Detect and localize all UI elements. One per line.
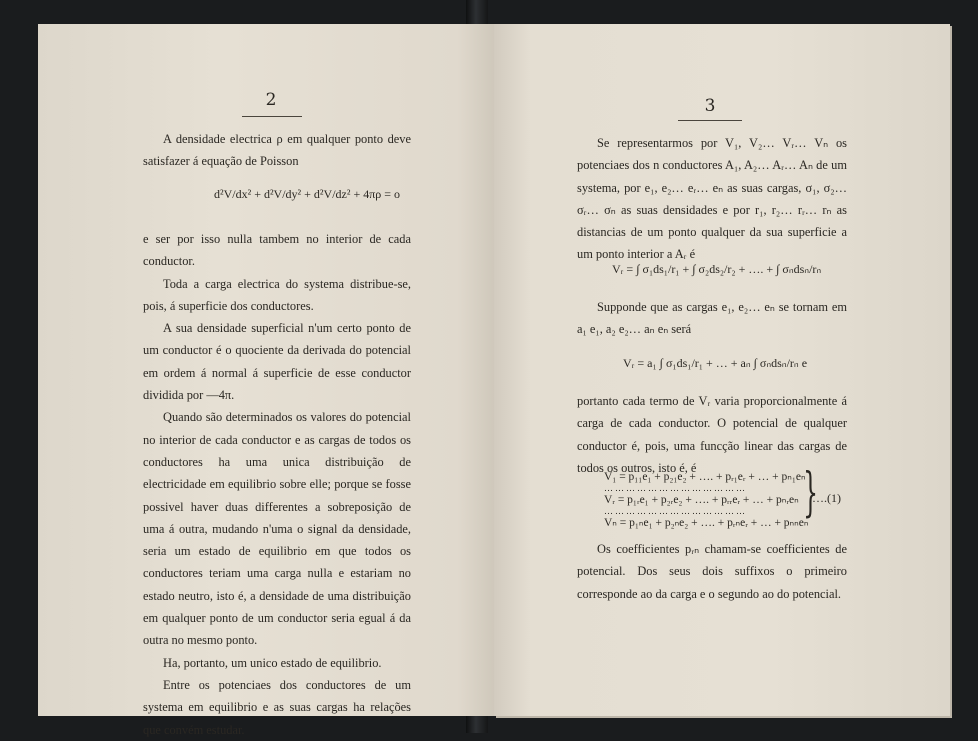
paragraph-text: Ha, portanto, um unico estado de equilibrio. [163, 655, 382, 670]
system-row: V₁ = p₁₁e₁ + p₂₁e₂ + …. + pᵣ₁eᵣ + … + pₙ₁eₙ [604, 471, 806, 483]
paragraph [143, 228, 411, 741]
system-row: Vᵣ = p₁ᵣe₁ + p₂ᵣe₂ + …. + pᵣᵣeᵣ + … + pₙᵣeₙ [604, 494, 799, 506]
header-rule [678, 120, 742, 121]
paragraph-text: Os coefficientes pᵣₙ chamam-se coefficientes de potencial. Dos seus dois suffixos o primeiro corresponde ao da carga e o segundo ao do potencial. [577, 542, 847, 601]
right-brace: } [803, 463, 818, 523]
system-dots: ………………………………… [604, 506, 747, 516]
paragraph-text: Se representarmos por V₁, V₂… Vᵣ… Vₙ os potenciaes dos n conductores A₁, A₂… Aᵣ… Aₙ de um systema, por e₁, e₂… eᵣ… eₙ as suas cargas, σ₁, σ₂… σᵣ… σₙ as suas densidades e por r₁, r₂… rᵣ… rₙ as distancias de um ponto qualquer da sua superficie a um ponto interior a Aᵣ é [577, 136, 847, 262]
paragraph [577, 296, 847, 341]
paragraph-text: Supponde que as cargas e₁, e₂… eₙ se tornam em a₁ e₁, a₂ e₂… aₙ eₙ será [577, 300, 847, 337]
paragraph [143, 128, 411, 173]
paragraph-text: Toda a carga electrica do systema distribue-se, pois, á superficie dos conductores. [143, 276, 411, 313]
equation-number: ….(1) [812, 491, 841, 505]
poisson-equation: d²V/dx² + d²V/dy² + d²V/dz² + 4πρ = o [214, 187, 401, 201]
header-rule [242, 116, 302, 117]
scaled-potential-equation: Vᵣ = a₁ ∫ σ₁ds₁/r₁ + … + aₙ ∫ σₙdsₙ/rₙ e [622, 356, 808, 370]
system-dots: ………………………………… [604, 483, 747, 493]
paragraph-text: A densidade electrica ρ em qualquer ponto deve satisfazer á equação de Poisson [143, 132, 411, 169]
paragraph-text: A sua densidade superficial n'um certo ponto de um conductor é o quociente da derivada do potencial em ordem á normal á superficie de esse conductor dividida por —4π. [143, 321, 411, 403]
right-page [494, 24, 950, 716]
system-row: Vₙ = p₁ₙe₁ + p₂ₙe₂ + …. + pᵣₙeᵣ + … + pₙₙeₙ [604, 517, 809, 529]
paragraph-text: Entre os potenciaes dos conductores de um systema em equilibrio e as suas cargas ha relações que convém estudar. [143, 677, 411, 737]
paragraph-text: e ser por isso nulla tambem no interior de cada conductor. [143, 232, 411, 269]
paragraph [577, 538, 847, 605]
page-number: 3 [704, 96, 716, 116]
paragraph-text: portanto cada termo de Vᵣ varia proporcionalmente á carga de cada conductor. O potencial de qualquer conductor é, pois, uma funcção linear das cargas de todos os outros, isto é, é [577, 394, 847, 475]
left-page [38, 24, 494, 737]
potential-integral-equation: Vᵣ = ∫ σ₁ds₁/r₁ + ∫ σ₂ds₂/r₂ + …. + ∫ σₙdsₙ/rₙ [612, 262, 822, 276]
page-number: 2 [265, 90, 277, 110]
paragraph [577, 132, 847, 266]
linear-system [604, 468, 808, 532]
paragraph-text: Quando são determinados os valores do potencial no interior de cada conductor e as cargas de todos os conductores ha uma unica distribuição de electricidade em equilibrio sobre elle; porque se fosse possivel haver duas differentes a sobreposição de uma á outra, mudando n'uma o signal da densidade, seria um estado de equilibrio em que todos os conductores teriam uma carga nulla e estariam no estado neutro, isto é, a densidade de uma distribuição em qualquer ponto de um conductor seria egual á da outra no mesmo ponto. [143, 410, 411, 648]
